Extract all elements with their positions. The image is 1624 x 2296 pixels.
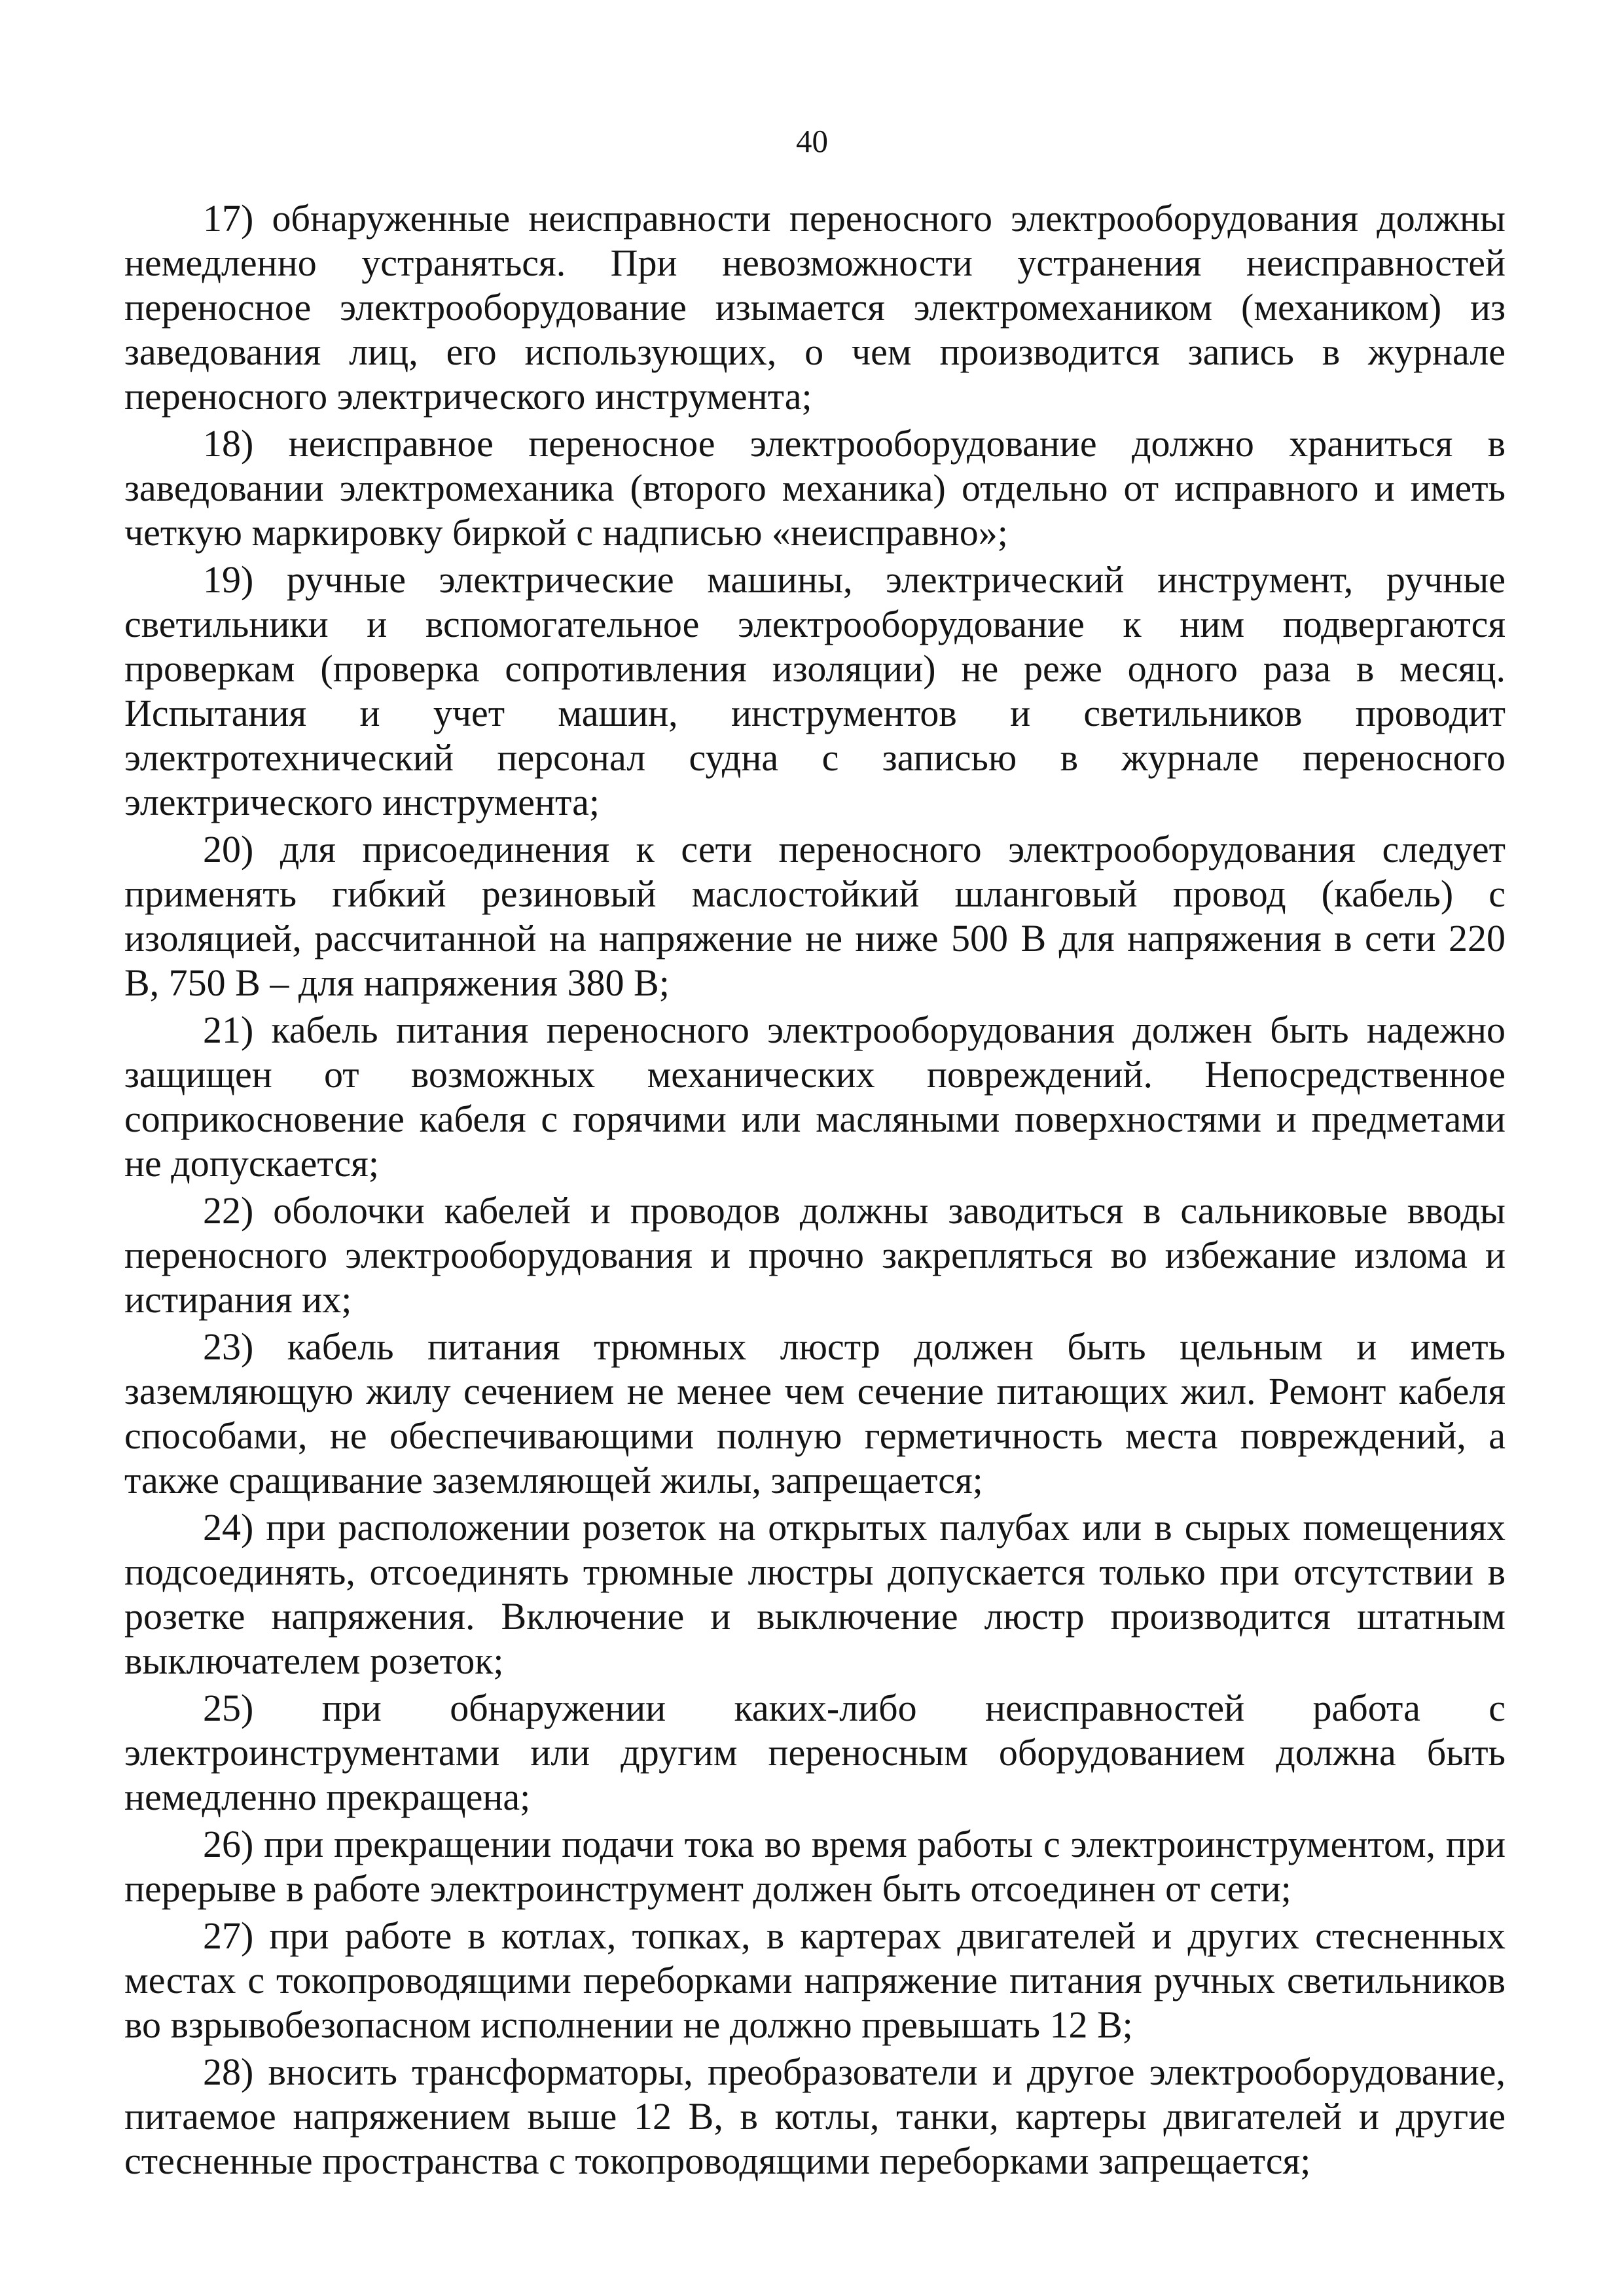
list-item-19: 19) ручные электрические машины, электрический инструмент, ручные светильники и вспомогательное электрооборудование к ним подвергаются проверкам (проверка сопротивления изоляции) не реже одного раза в месяц. Испытания и учет машин, инструментов и светильников проводит электротехнический персонал судна с записью в журнале переносного электрического инструмента; xyxy=(124,558,1506,823)
list-item-25: 25) при обнаружении каких-либо неисправностей работа с электроинструментами или другим переносным оборудованием должна быть немедленно прекращена; xyxy=(124,1687,1506,1818)
list-item-28: 28) вносить трансформаторы, преобразователи и другое электрооборудование, питаемое напряжением выше 12 В, в котлы, танки, картеры двигателей и другие стесненные пространства с токопроводящими переборками запрещается; xyxy=(124,2051,1506,2182)
list-item-18: 18) неисправное переносное электрооборудование должно храниться в заведовании электромеханика (второго механика) отдельно от исправного и иметь четкую маркировку биркой с надписью «неисправно»; xyxy=(124,422,1506,554)
list-item-20: 20) для присоединения к сети переносного электрооборудования следует применять гибкий резиновый маслостойкий шланговый провод (кабель) с изоляцией, рассчитанной на напряжение не ниже 500 В для напряжения в сети 220 В, 750 В – для напряжения 380 В; xyxy=(124,828,1506,1004)
list-item-21: 21) кабель питания переносного электрооборудования должен быть надежно защищен от возможных механических повреждений. Непосредственное соприкосновение кабеля с горячими или масляными поверхностями и предметами не допускается; xyxy=(124,1009,1506,1185)
list-item-22: 22) оболочки кабелей и проводов должны заводиться в сальниковые вводы переносного электрооборудования и прочно закрепляться во избежание излома и истирания их; xyxy=(124,1189,1506,1321)
list-item-17: 17) обнаруженные неисправности переносного электрооборудования должны немедленно устраняться. При невозможности устранения неисправностей переносное электрооборудование изымается электромехаником (механиком) из заведования лиц, его использующих, о чем производится запись в журнале переносного электрического инструмента; xyxy=(124,197,1506,418)
document-body xyxy=(124,196,1506,2186)
page-number: 40 xyxy=(796,123,828,159)
list-item-26: 26) при прекращении подачи тока во время работы с электроинструментом, при перерыве в работе электроинструмент должен быть отсоединен от сети; xyxy=(124,1823,1506,1910)
list-item-24: 24) при расположении розеток на открытых палубах или в сырых помещениях подсоединять, отсоединять трюмные люстры допускается только при отсутствии в розетке напряжения. Включение и выключение люстр производится штатным выключателем розеток; xyxy=(124,1506,1506,1682)
list-item-23: 23) кабель питания трюмных люстр должен быть цельным и иметь заземляющую жилу сечением не менее чем сечение питающих жил. Ремонт кабеля способами, не обеспечивающими полную герметичность места повреждений, а также сращивание заземляющей жилы, запрещается; xyxy=(124,1325,1506,1501)
list-item-27: 27) при работе в котлах, топках, в картерах двигателей и других стесненных местах с токопроводящими переборками напряжение питания ручных светильников во взрывобезопасном исполнении не должно превышать 12 В; xyxy=(124,1914,1506,2046)
